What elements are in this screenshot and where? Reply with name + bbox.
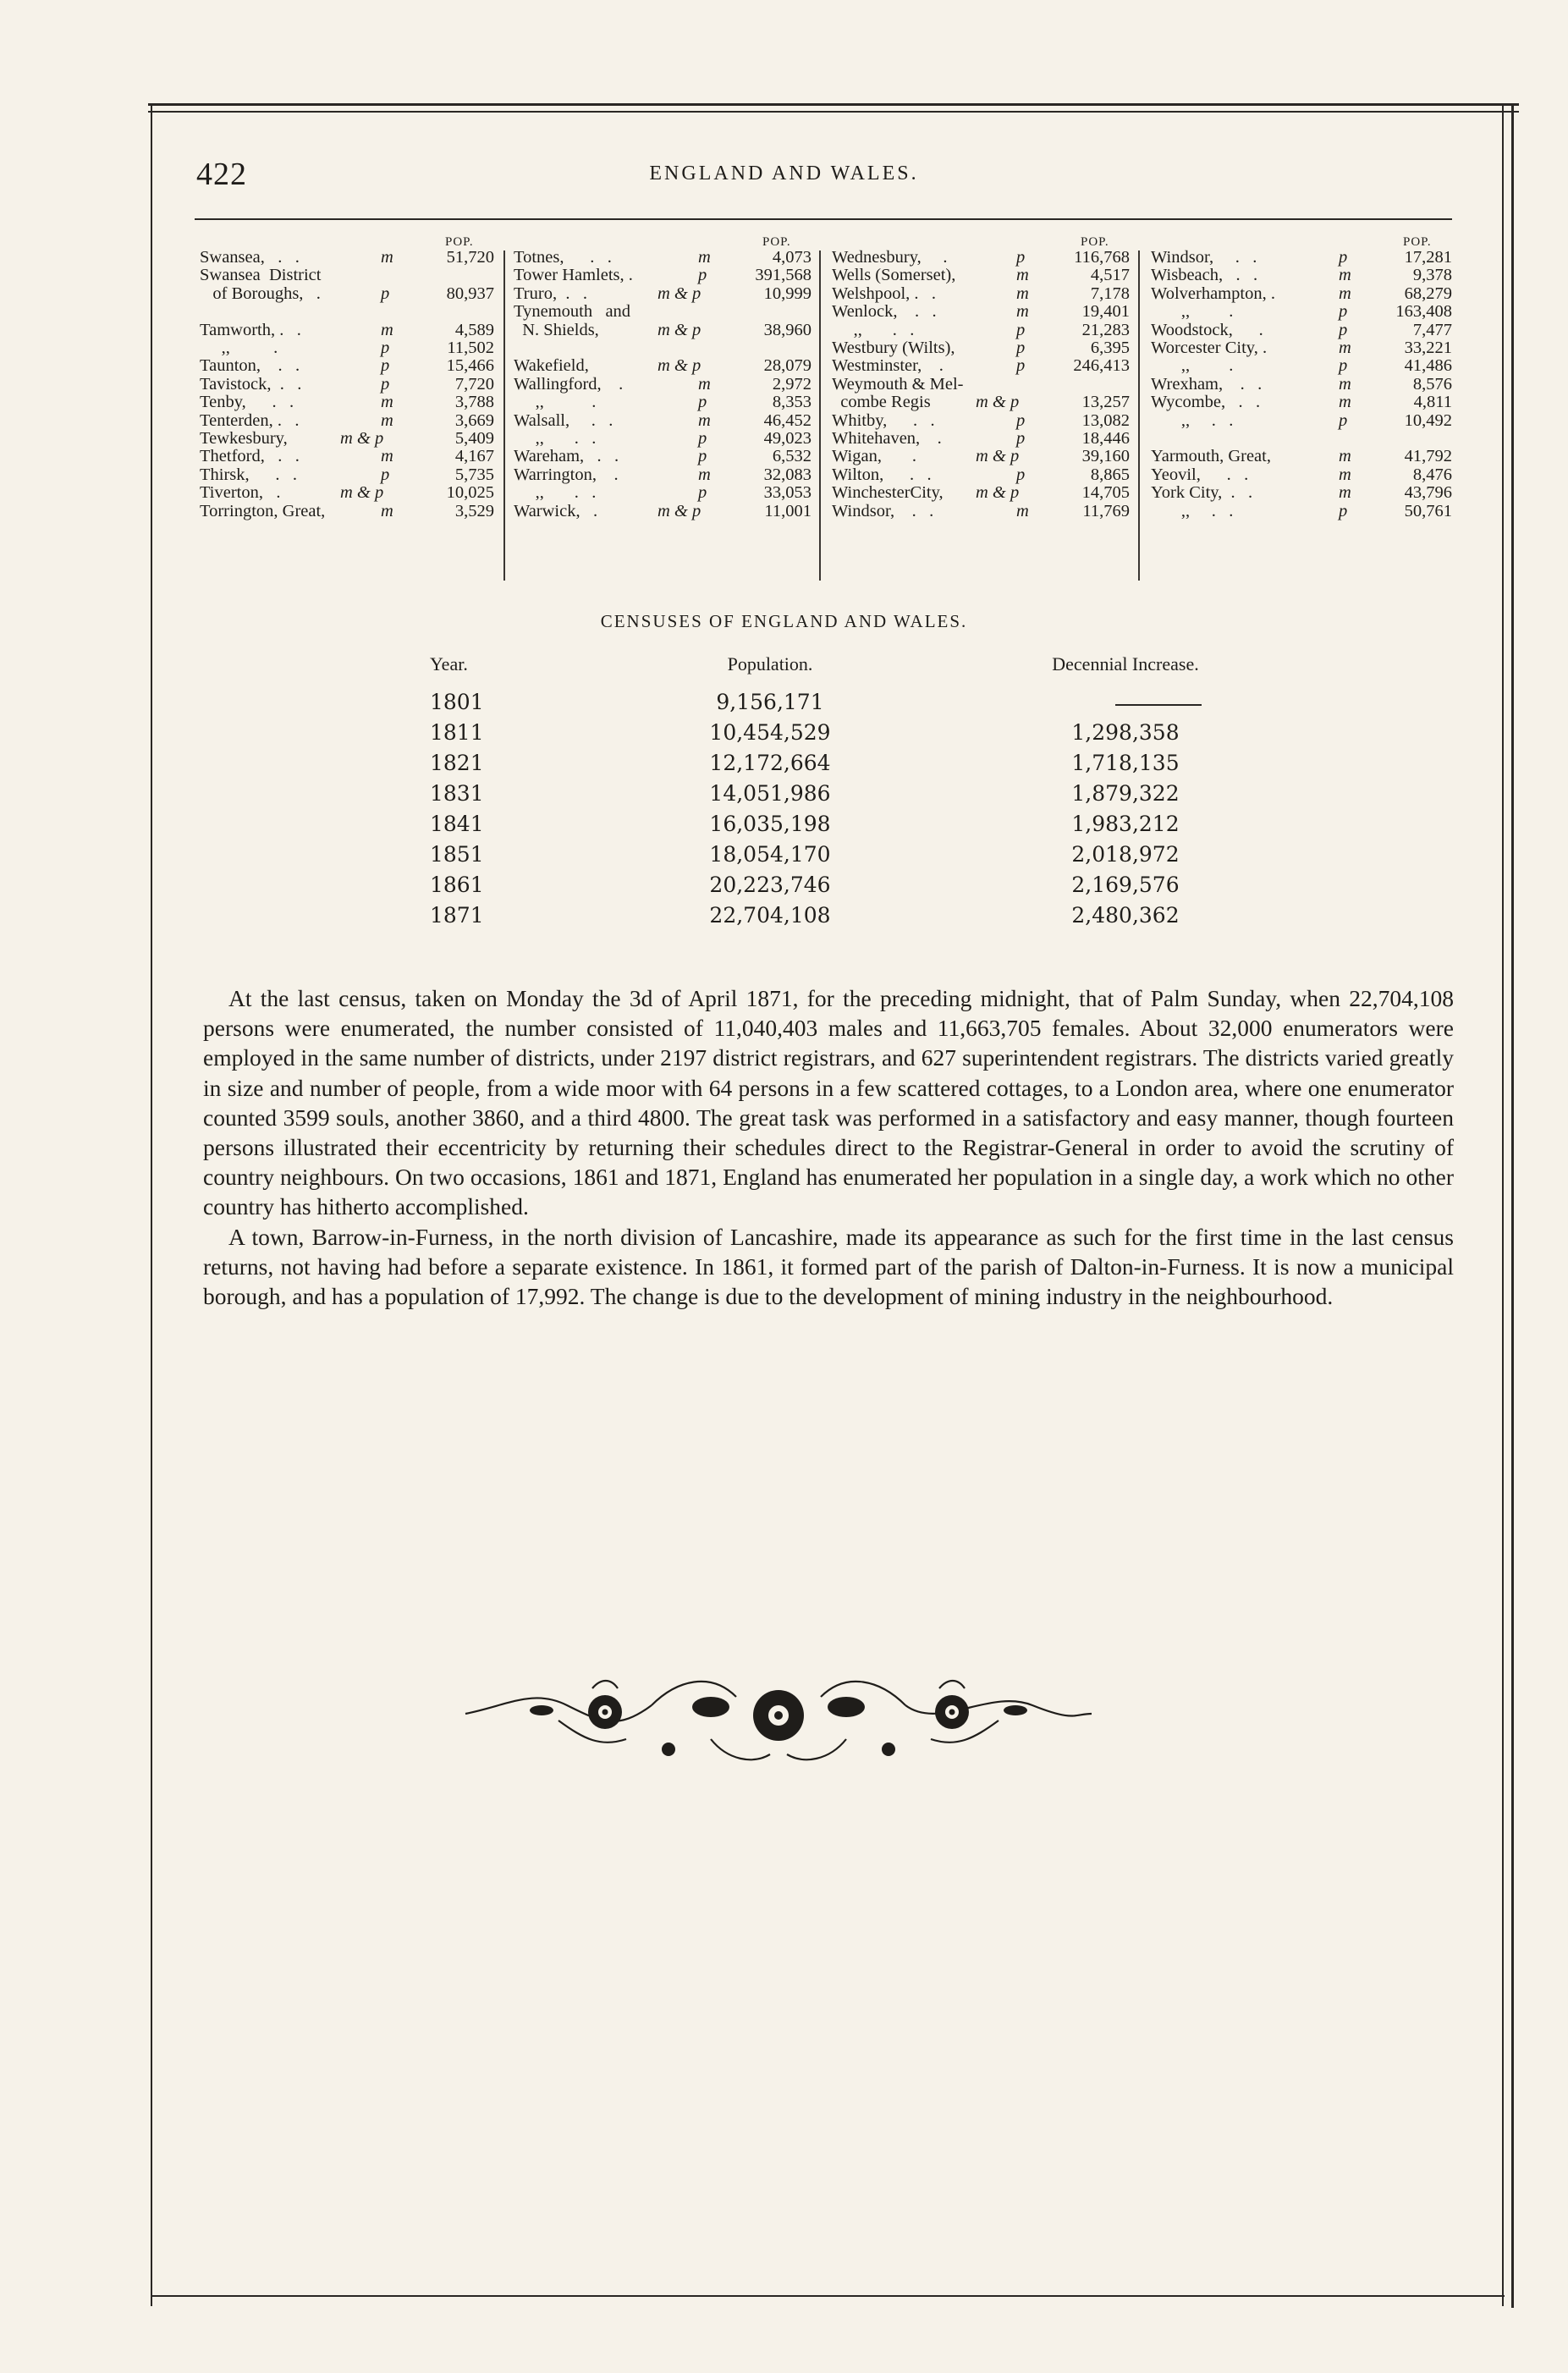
census-year: 1871 bbox=[430, 903, 484, 928]
town-name: Wigan, . bbox=[832, 447, 916, 466]
borough-type: p bbox=[1339, 356, 1348, 376]
town-name: Weymouth & Mel- bbox=[832, 374, 964, 394]
population-value: 9,378 bbox=[1412, 266, 1452, 285]
borough-type: m bbox=[698, 374, 711, 394]
borough-type: m bbox=[1016, 501, 1029, 520]
running-head: ENGLAND AND WALES. bbox=[649, 162, 919, 184]
town-name: Wolverhampton, . bbox=[1151, 284, 1275, 303]
borough-type: p bbox=[1016, 465, 1026, 484]
population-value: 19,401 bbox=[1081, 302, 1130, 322]
borough-type: m & p bbox=[657, 356, 701, 376]
pop-column-header: POP. bbox=[1403, 235, 1432, 249]
town-name: Warwick, . bbox=[514, 501, 598, 520]
town-name: Yeovil, . . bbox=[1151, 465, 1249, 484]
census-increase: 1,879,322 bbox=[1071, 781, 1180, 806]
pop-column-header: POP. bbox=[445, 235, 474, 249]
pop-column-header: POP. bbox=[762, 235, 791, 249]
census-year: 1811 bbox=[430, 720, 484, 745]
paragraph: At the last census, taken on Monday the 3d of April 1871, for the preceding midnight, that of Palm Sunday, when 22,704,108 persons were enumerated, the number consisted of 11,040,403 males and 11,663,705 females. About 32,000 enumerators were employed in the same number of districts, under 2197 district registrars, and 627 superintendent registrars. The districts varied greatly in size and number of people, from a wide moor with 64 persons in a few scattered cottages, to a London area, where one enumerator counted 3599 souls, another 3860, and a third 4800. The great task was performed in a satisfactory and easy manner, though fourteen persons illustrated their eccentricity by returning their schedules direct to the Registrar-General in order to avoid the scrutiny of country neighbours. On two occasions, 1861 and 1871, England has enumerated her population in a single day, a work which no other country has hitherto accomplished. bbox=[203, 985, 1454, 1220]
population-value: 68,279 bbox=[1404, 284, 1452, 303]
population-value: 21,283 bbox=[1081, 320, 1130, 339]
population-value: 39,160 bbox=[1081, 447, 1130, 466]
town-name: Worcester City, . bbox=[1151, 339, 1268, 357]
borough-type: m bbox=[381, 248, 393, 267]
borough-type: m & p bbox=[976, 447, 1020, 466]
borough-type: p bbox=[1016, 356, 1026, 376]
town-name: Windsor, . . bbox=[1151, 248, 1257, 267]
borough-type: m bbox=[1339, 374, 1351, 394]
town-name: Totnes, . . bbox=[514, 248, 612, 267]
borough-type: m & p bbox=[340, 483, 384, 503]
population-value: 4,167 bbox=[454, 447, 494, 466]
census-population: 9,156,171 bbox=[716, 690, 824, 714]
population-value: 10,025 bbox=[446, 483, 494, 503]
town-name: Warrington, . bbox=[514, 465, 619, 484]
census-year: 1801 bbox=[430, 690, 484, 714]
body-text bbox=[203, 983, 1454, 1311]
population-value: 32,083 bbox=[763, 465, 812, 484]
borough-type: m bbox=[1339, 339, 1351, 357]
population-value: 8,576 bbox=[1412, 374, 1452, 394]
census-population: 12,172,664 bbox=[709, 751, 831, 775]
population-value: 18,446 bbox=[1081, 429, 1130, 448]
year-column-header: Year. bbox=[430, 653, 468, 674]
census-year: 1861 bbox=[430, 873, 484, 897]
town-name: N. Shields, bbox=[514, 320, 599, 339]
census-increase: 2,169,576 bbox=[1071, 873, 1180, 897]
town-name: Torrington, Great, bbox=[200, 501, 326, 520]
census-population: 10,454,529 bbox=[709, 720, 831, 745]
borough-type: m bbox=[381, 320, 393, 339]
borough-type: m bbox=[381, 393, 393, 412]
census-increase: 1,983,212 bbox=[1071, 812, 1180, 836]
column-divider bbox=[819, 251, 821, 581]
borough-type: m & p bbox=[657, 320, 701, 339]
town-name: ,, . . bbox=[1151, 501, 1234, 520]
borough-type: p bbox=[1339, 410, 1348, 430]
borough-type: p bbox=[1016, 410, 1026, 430]
borough-type: m & p bbox=[657, 284, 701, 303]
population-value: 43,796 bbox=[1404, 483, 1452, 503]
town-name: Truro, . . bbox=[514, 284, 587, 303]
census-table-title: CENSUSES OF ENGLAND AND WALES. bbox=[600, 611, 968, 631]
floral-ornament bbox=[457, 1654, 1100, 1773]
population-value: 3,669 bbox=[454, 410, 494, 430]
population-value: 4,073 bbox=[772, 248, 812, 267]
population-value: 38,960 bbox=[763, 320, 812, 339]
census-increase: 2,018,972 bbox=[1071, 842, 1180, 867]
town-name: ,, . bbox=[1151, 302, 1234, 322]
population-value: 13,082 bbox=[1081, 410, 1130, 430]
borough-type: m bbox=[698, 410, 711, 430]
borough-type: p bbox=[1016, 248, 1026, 267]
town-name: Westminster, . bbox=[832, 356, 944, 376]
population-value: 49,023 bbox=[763, 429, 812, 448]
town-name: ,, . . bbox=[1151, 410, 1234, 430]
town-name: of Boroughs, . bbox=[200, 284, 321, 303]
town-name: Tower Hamlets, . bbox=[514, 266, 633, 285]
population-value: 4,811 bbox=[1413, 393, 1452, 412]
borough-type: m & p bbox=[657, 501, 701, 520]
town-name: Tiverton, . bbox=[200, 483, 281, 503]
population-value: 41,792 bbox=[1404, 447, 1452, 466]
town-name: ,, . bbox=[514, 393, 597, 412]
column-divider bbox=[1138, 251, 1140, 581]
town-name: ,, . . bbox=[514, 429, 597, 448]
census-population: 18,054,170 bbox=[709, 842, 831, 867]
borough-type: m bbox=[698, 248, 711, 267]
town-name: Westbury (Wilts), bbox=[832, 339, 955, 357]
population-value: 2,972 bbox=[772, 374, 812, 394]
town-name: Tenby, . . bbox=[200, 393, 294, 412]
borough-type: p bbox=[1339, 302, 1348, 322]
borough-type: p bbox=[1339, 320, 1348, 339]
town-name: Windsor, . . bbox=[832, 501, 934, 520]
town-name: Tavistock, . . bbox=[200, 374, 302, 394]
population-column-header: Population. bbox=[727, 653, 813, 674]
population-value: 10,492 bbox=[1404, 410, 1452, 430]
town-name: ,, . bbox=[200, 339, 278, 357]
population-value: 28,079 bbox=[763, 356, 812, 376]
borough-type: p bbox=[381, 284, 390, 303]
town-name: combe Regis bbox=[832, 393, 931, 412]
borough-type: p bbox=[698, 393, 707, 412]
borough-type: m bbox=[1339, 266, 1351, 285]
borough-type: m & p bbox=[976, 483, 1020, 503]
frame-right-rule bbox=[1502, 106, 1504, 2306]
population-value: 116,768 bbox=[1074, 248, 1130, 267]
town-name: Welshpool, . . bbox=[832, 284, 937, 303]
census-year: 1831 bbox=[430, 781, 484, 806]
population-value: 4,589 bbox=[454, 320, 494, 339]
borough-type: m bbox=[1339, 393, 1351, 412]
borough-type: m bbox=[1016, 284, 1029, 303]
borough-type: m bbox=[1016, 266, 1029, 285]
population-value: 7,720 bbox=[454, 374, 494, 394]
borough-type: p bbox=[1016, 320, 1026, 339]
population-value: 6,395 bbox=[1090, 339, 1130, 357]
town-name: Wareham, . . bbox=[514, 447, 619, 466]
census-population: 20,223,746 bbox=[709, 873, 831, 897]
borough-type: p bbox=[1016, 339, 1026, 357]
town-name: Wilton, . . bbox=[832, 465, 932, 484]
borough-type: m bbox=[1339, 284, 1351, 303]
borough-type: p bbox=[698, 483, 707, 503]
town-name: Thetford, . . bbox=[200, 447, 300, 466]
pop-column-header: POP. bbox=[1081, 235, 1109, 249]
census-year: 1821 bbox=[430, 751, 484, 775]
town-name: Wisbeach, . . bbox=[1151, 266, 1258, 285]
town-name: Tynemouth and bbox=[514, 302, 631, 322]
town-name: Yarmouth, Great, bbox=[1151, 447, 1271, 466]
borough-type: p bbox=[698, 429, 707, 448]
town-name: Woodstock, . bbox=[1151, 320, 1263, 339]
frame-top-rule bbox=[148, 103, 1519, 106]
population-value: 7,477 bbox=[1412, 320, 1452, 339]
census-increase: 1,718,135 bbox=[1071, 751, 1180, 775]
population-value: 50,761 bbox=[1404, 501, 1452, 520]
paragraph: A town, Barrow-in-Furness, in the north division of Lancashire, made its appearance as such for the first time in the last census returns, not having had before a separate existence. In 1861, it formed part of the parish of Dalton-in-Furness. It is now a municipal borough, and has a population of 17,992. The change is due to the development of mining industry in the neighbourhood. bbox=[203, 1223, 1454, 1310]
population-value: 3,788 bbox=[454, 393, 494, 412]
frame-left-rule bbox=[151, 106, 152, 2306]
population-value: 6,532 bbox=[772, 447, 812, 466]
frame-top-rule-inner bbox=[148, 111, 1519, 113]
borough-type: m & p bbox=[340, 429, 384, 448]
population-value: 14,705 bbox=[1081, 483, 1130, 503]
town-name: ,, . . bbox=[832, 320, 915, 339]
population-value: 13,257 bbox=[1081, 393, 1130, 412]
increase-blank-rule bbox=[1115, 704, 1202, 706]
column-divider bbox=[503, 251, 505, 581]
borough-type: m bbox=[1339, 483, 1351, 503]
town-name: Walsall, . . bbox=[514, 410, 613, 430]
population-value: 15,466 bbox=[446, 356, 494, 376]
borough-type: p bbox=[698, 447, 707, 466]
town-name: Wenlock, . . bbox=[832, 302, 937, 322]
town-name: ,, . bbox=[1151, 356, 1234, 376]
borough-type: p bbox=[698, 266, 707, 285]
census-year: 1841 bbox=[430, 812, 484, 836]
borough-type: p bbox=[381, 374, 390, 394]
page-number: 422 bbox=[196, 157, 247, 192]
census-population: 22,704,108 bbox=[709, 903, 831, 928]
town-name: Whitby, . . bbox=[832, 410, 935, 430]
population-value: 11,502 bbox=[447, 339, 494, 357]
town-name: Wallingford, . bbox=[514, 374, 624, 394]
town-name: York City, . . bbox=[1151, 483, 1253, 503]
population-value: 4,517 bbox=[1090, 266, 1130, 285]
borough-type: m bbox=[698, 465, 711, 484]
population-value: 11,001 bbox=[764, 501, 812, 520]
frame-bottom-rule bbox=[151, 2295, 1505, 2297]
borough-type: m bbox=[1339, 465, 1351, 484]
frame-right-rule-outer bbox=[1511, 103, 1514, 2308]
town-name: Wednesbury, . bbox=[832, 248, 948, 267]
population-value: 10,999 bbox=[763, 284, 812, 303]
town-name: Tewkesbury, bbox=[200, 429, 288, 448]
borough-type: m bbox=[1016, 302, 1029, 322]
town-name: Wells (Somerset), bbox=[832, 266, 956, 285]
header-rule bbox=[195, 218, 1452, 220]
town-name: Thirsk, . . bbox=[200, 465, 298, 484]
census-year: 1851 bbox=[430, 842, 484, 867]
population-value: 5,409 bbox=[454, 429, 494, 448]
town-name: Taunton, . . bbox=[200, 356, 300, 376]
population-value: 8,865 bbox=[1090, 465, 1130, 484]
population-value: 391,568 bbox=[755, 266, 812, 285]
population-value: 5,735 bbox=[454, 465, 494, 484]
census-population: 14,051,986 bbox=[709, 781, 831, 806]
population-value: 8,476 bbox=[1412, 465, 1452, 484]
population-value: 33,221 bbox=[1404, 339, 1452, 357]
borough-type: m bbox=[381, 410, 393, 430]
population-value: 163,408 bbox=[1395, 302, 1452, 322]
census-increase: 2,480,362 bbox=[1071, 903, 1180, 928]
town-name: Tenterden, . . bbox=[200, 410, 300, 430]
census-increase: 1,298,358 bbox=[1071, 720, 1180, 745]
borough-type: m bbox=[381, 447, 393, 466]
town-name: ,, . . bbox=[514, 483, 597, 503]
population-value: 3,529 bbox=[454, 501, 494, 520]
borough-type: p bbox=[381, 339, 390, 357]
population-value: 11,769 bbox=[1082, 501, 1130, 520]
borough-type: m & p bbox=[976, 393, 1020, 412]
population-value: 41,486 bbox=[1404, 356, 1452, 376]
town-name: Wrexham, . . bbox=[1151, 374, 1263, 394]
population-value: 51,720 bbox=[446, 248, 494, 267]
town-name: Swansea District bbox=[200, 266, 322, 285]
population-value: 46,452 bbox=[763, 410, 812, 430]
borough-type: p bbox=[1339, 248, 1348, 267]
population-value: 246,413 bbox=[1073, 356, 1130, 376]
borough-type: p bbox=[381, 465, 390, 484]
census-population: 16,035,198 bbox=[709, 812, 831, 836]
borough-type: p bbox=[1016, 429, 1026, 448]
population-value: 80,937 bbox=[446, 284, 494, 303]
borough-type: m bbox=[1339, 447, 1351, 466]
population-value: 33,053 bbox=[763, 483, 812, 503]
population-value: 7,178 bbox=[1090, 284, 1130, 303]
increase-column-header: Decennial Increase. bbox=[1052, 653, 1199, 674]
town-name: Whitehaven, . bbox=[832, 429, 942, 448]
population-value: 17,281 bbox=[1404, 248, 1452, 267]
borough-type: p bbox=[1339, 501, 1348, 520]
borough-type: p bbox=[381, 356, 390, 376]
borough-type: m bbox=[381, 501, 393, 520]
town-name: WinchesterCity, bbox=[832, 483, 944, 503]
town-name: Swansea, . . bbox=[200, 248, 300, 267]
town-name: Wycombe, . . bbox=[1151, 393, 1261, 412]
town-name: Wakefield, bbox=[514, 356, 589, 376]
town-name: Tamworth, . . bbox=[200, 320, 301, 339]
population-value: 8,353 bbox=[772, 393, 812, 412]
